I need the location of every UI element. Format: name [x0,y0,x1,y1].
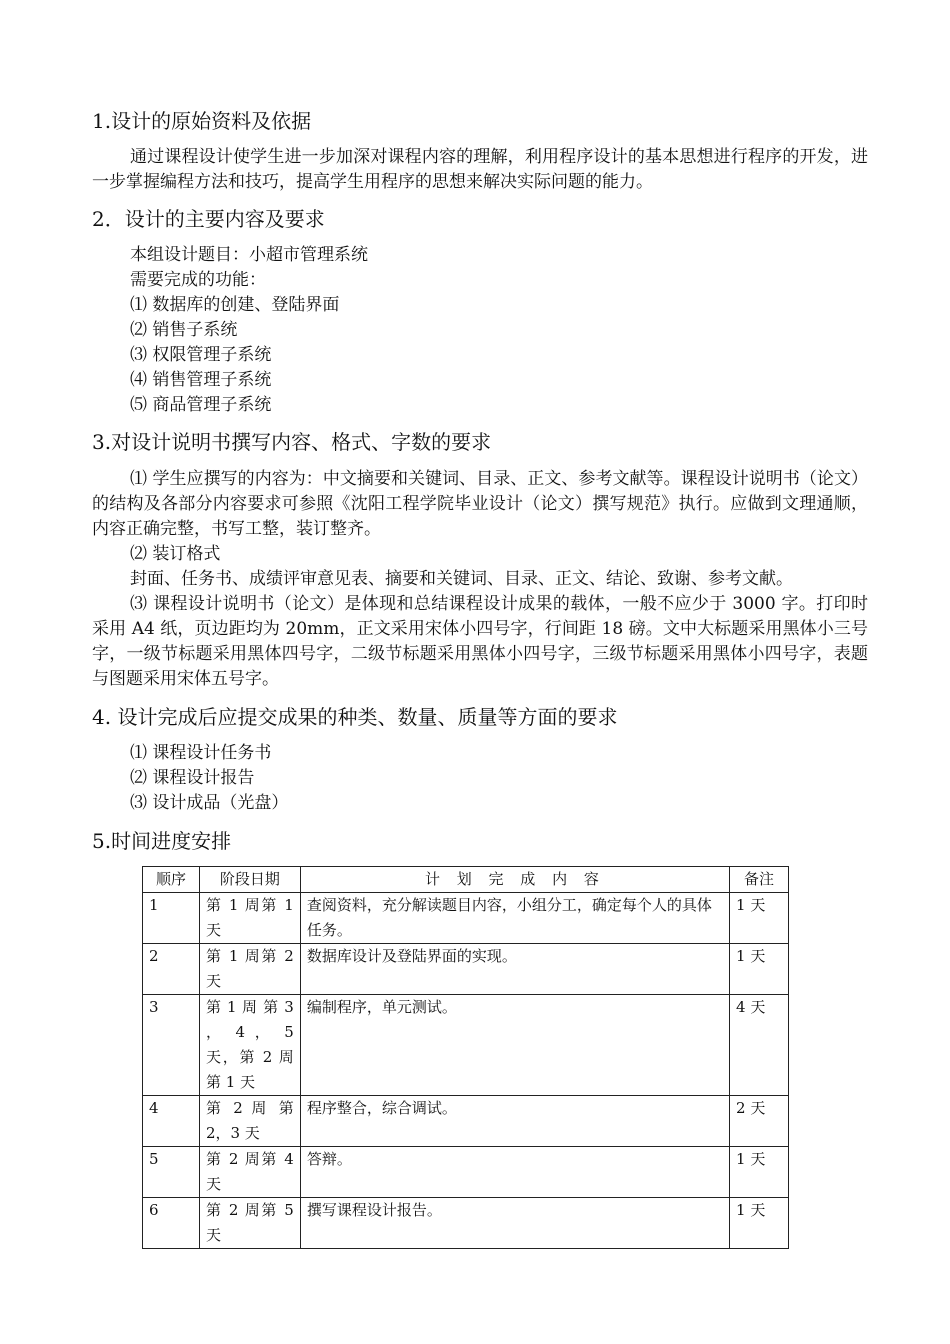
table-header-row [143,867,789,893]
row-order: 1 [143,893,200,944]
row-content: 查阅资料，充分解读题目内容，小组分工，确定每个人的具体任务。 [300,893,729,944]
section-4-title: 4. 设计完成后应提交成果的种类、数量、质量等方面的要求 [92,705,618,729]
row-content: 撰写课程设计报告。 [300,1198,729,1249]
deliverable-item: ⑵ 课程设计报告 [130,768,255,788]
table-row [143,1147,789,1198]
section-5-title: 5.时间进度安排 [92,829,232,853]
row-order: 6 [143,1198,200,1249]
section-1-title: 1.设计的原始资料及依据 [92,109,312,133]
section-2-title: 2．设计的主要内容及要求 [92,207,325,231]
function-item: ⑶ 权限管理子系统 [130,345,272,365]
function-item: ⑸ 商品管理子系统 [130,395,272,415]
row-note: 1 天 [730,893,789,944]
row-date: 第 1 周第 2 天 [199,944,300,995]
row-content: 编制程序，单元测试。 [300,995,729,1096]
row-content: 答辩。 [300,1147,729,1198]
header-note: 备注 [730,867,789,893]
table-row [143,1096,789,1147]
row-content: 数据库设计及登陆界面的实现。 [300,944,729,995]
table-row [143,1198,789,1249]
binding-format-label: ⑵ 装订格式 [130,544,221,564]
table-row [143,944,789,995]
section-1-paragraph: 通过课程设计使学生进一步加深对课程内容的理解，利用程序设计的基本思想进行程序的开发，进一步掌握编程方法和技巧，提高学生用程序的思想来解决实际问题的能力。 [92,147,868,192]
deliverable-item: ⑶ 设计成品（光盘） [130,793,289,813]
row-date: 第 1 周第 1 天 [199,893,300,944]
header-content: 计 划 完 成 内 容 [300,867,729,893]
section-3-paragraph-3: ⑶ 课程设计说明书（论文）是体现和总结课程设计成果的载体，一般不应少于 3000 字。打印时采用 A4 纸，页边距均为 20mm，正文采用宋体小四号字，行间距 18 磅。文中大标题采用黑体小三号字，一级节标题采用黑体四号字，二级节标题采用黑体小四号字，三级节标题采用黑体小四号字，表题与图题采用宋体五号字。 [92,594,868,689]
header-date: 阶段日期 [199,867,300,893]
row-note: 4 天 [730,995,789,1096]
function-item: ⑷ 销售管理子系统 [130,370,272,390]
function-item: ⑵ 销售子系统 [130,320,238,340]
row-note: 1 天 [730,944,789,995]
function-item: ⑴ 数据库的创建、登陆界面 [130,295,340,315]
row-date: 第 2 周第 5 天 [199,1198,300,1249]
row-order: 2 [143,944,200,995]
schedule-table [142,866,789,1249]
row-date: 第 1 周 第 3 ， 4 ， 5 天，第 2 周第 1 天 [199,995,300,1096]
row-order: 5 [143,1147,200,1198]
row-content: 程序整合，综合调试。 [300,1096,729,1147]
binding-format-list: 封面、任务书、成绩评审意见表、摘要和关键词、目录、正文、结论、致谢、参考文献。 [130,569,793,589]
row-order: 3 [143,995,200,1096]
deliverable-item: ⑴ 课程设计任务书 [130,743,272,763]
row-note: 1 天 [730,1198,789,1249]
table-row [143,893,789,944]
table-row [143,995,789,1096]
section-3-title: 3.对设计说明书撰写内容、格式、字数的要求 [92,430,492,454]
design-topic: 本组设计题目：小超市管理系统 [130,245,368,265]
row-note: 1 天 [730,1147,789,1198]
functions-label: 需要完成的功能： [130,270,266,290]
header-order: 顺序 [143,867,200,893]
row-order: 4 [143,1096,200,1147]
section-3-paragraph-1: ⑴ 学生应撰写的内容为：中文摘要和关键词、目录、正文、参考文献等。课程设计说明书（论文）的结构及各部分内容要求可参照《沈阳工程学院毕业设计（论文）撰写规范》执行。应做到文理通顺，内容正确完整，书写工整，装订整齐。 [92,469,868,539]
row-note: 2 天 [730,1096,789,1147]
row-date: 第 2 周 第 2，3 天 [199,1096,300,1147]
row-date: 第 2 周第 4 天 [199,1147,300,1198]
